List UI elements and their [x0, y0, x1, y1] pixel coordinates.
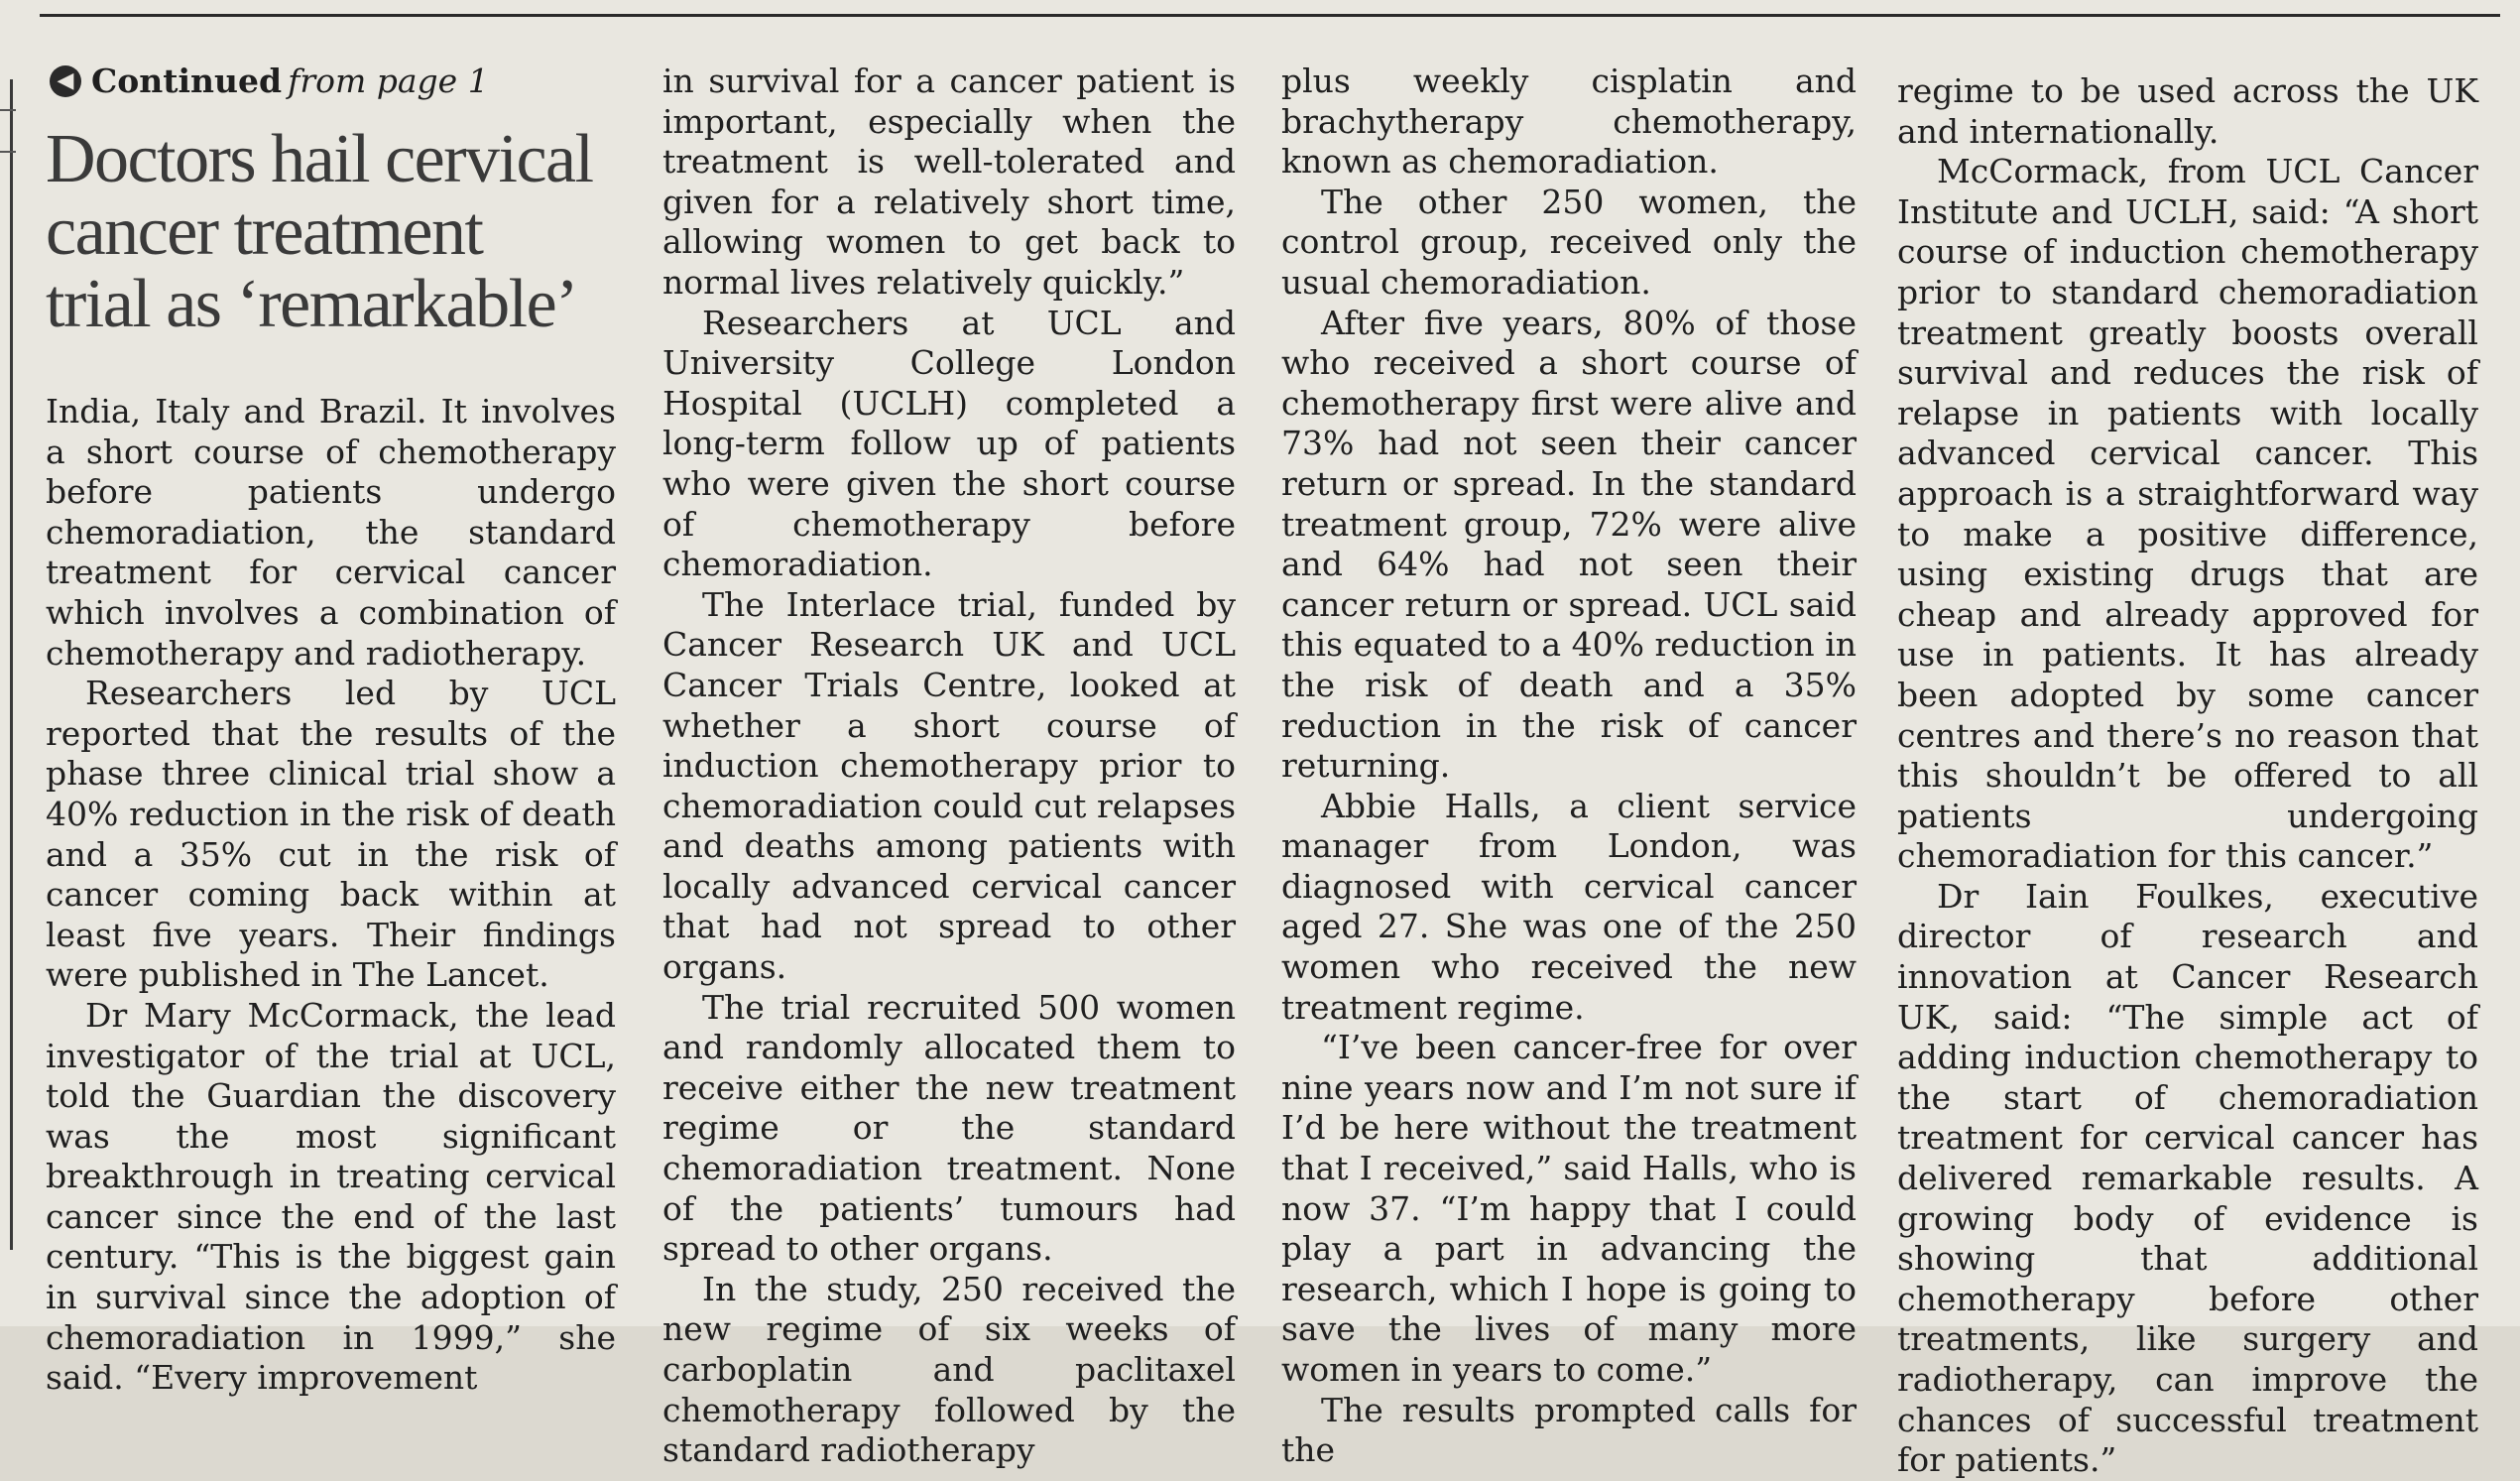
left-margin-marks [0, 109, 16, 153]
paragraph: regime to be used across the UK and internationally. [1897, 71, 2478, 151]
paragraph: “I’ve been cancer-free for over nine years now and I’m not sure if I’d be here without the treatment that I received,” said Halls, who is now 37. “I’m happy that I could play a part in advancing the research, which I hope is going to save the lives of many more women in years to come.” [1281, 1028, 1857, 1389]
paragraph: Abbie Halls, a client service manager from London, was diagnosed with cervical cancer aged 27. She was one of the 250 women who received the new treatment regime. [1281, 786, 1857, 1027]
headline-line: cancer treatment [46, 193, 483, 270]
text-column-2 [662, 62, 1236, 1471]
article-headline [46, 123, 641, 340]
text-column-4 [1897, 71, 2478, 1481]
paragraph: Dr Mary McCormack, the lead investigator of the trial at UCL, told the Guardian the discovery was the most significant breakthrough in treating cervical cancer since the end of the last century. “This is the biggest gain in survival since the adoption of chemoradiation in 1999,” she said. “Every improvement [46, 995, 616, 1398]
paragraph: in survival for a cancer patient is important, especially when the treatment is well-tolerated and given for a relatively short time, allowing women to get back to normal lives relatively quickly.” [662, 62, 1236, 302]
continued-from-label [50, 62, 489, 100]
continued-word: Continued [91, 62, 283, 100]
paragraph: plus weekly cisplatin and brachytherapy chemotherapy, known as chemoradiation. [1281, 62, 1857, 182]
text-column-3 [1281, 62, 1857, 1471]
headline-line: Doctors hail cervical [46, 121, 593, 197]
paragraph: After five years, 80% of those who received a short course of chemotherapy first were alive and 73% had not seen their cancer return or spread. In the standard treatment group, 72% were alive and 64% had not seen their cancer return or spread. UCL said this equated to a 40% reduction in the risk of death and a 35% reduction in the risk of cancer returning. [1281, 303, 1857, 786]
headline-line: trial as ‘remarkable’ [46, 266, 577, 342]
paragraph: McCormack, from UCL Cancer Institute and UCLH, said: “A short course of induction chemotherapy prior to standard chemoradiation treatment greatly boosts overall survival and reduces the risk of relapse in patients with locally advanced cervical cancer. This approach is a straightforward way to make a positive difference, using existing drugs that are cheap and already approved for use in patients. It has already been adopted by some cancer centres and there’s no reason that this shouldn’t be offered to all patients undergoing chemoradiation for this cancer.” [1897, 152, 2478, 876]
paragraph: The trial recruited 500 women and randomly allocated them to receive either the new treatment regime or the standard chemoradiation treatment. None of the patients’ tumours had spread to other organs. [662, 987, 1236, 1269]
text-column-1 [46, 392, 616, 1399]
left-arrow-icon: ◀ [50, 65, 81, 97]
paragraph: Dr Iain Foulkes, executive director of research and innovation at Cancer Research UK, said: “The simple act of adding induction chemotherapy to the start of chemoradiation treatment for cervical cancer has delivered remarkable results. A growing body of evidence is showing that additional chemotherapy before other treatments, like surgery and radiotherapy, can improve the chances of successful treatment for patients.” [1897, 876, 2478, 1480]
paragraph: The other 250 women, the control group, received only the usual chemoradiation. [1281, 182, 1857, 302]
paragraph: The results prompted calls for the [1281, 1390, 1857, 1470]
paragraph: Researchers at UCL and University College London Hospital (UCLH) completed a long-term follow up of patients who were given the short course of chemotherapy before chemoradiation. [662, 303, 1236, 584]
paragraph: India, Italy and Brazil. It involves a short course of chemotherapy before patients undergo chemoradiation, the standard treatment for cervical cancer which involves a combination of chemotherapy and radiotherapy. [46, 392, 616, 673]
paragraph: In the study, 250 received the new regime of six weeks of carboplatin and paclitaxel chemotherapy followed by the standard radiotherapy [662, 1269, 1236, 1470]
left-column-rule [10, 79, 13, 1250]
paragraph: Researchers led by UCL reported that the results of the phase three clinical trial show a 40% reduction in the risk of death and a 35% cut in the risk of cancer coming back within at least five years. Their findings were published in The Lancet. [46, 674, 616, 995]
paragraph: The Interlace trial, funded by Cancer Research UK and UCL Cancer Trials Centre, looked at whether a short course of induction chemotherapy prior to chemoradiation could cut relapses and deaths among patients with locally advanced cervical cancer that had not spread to other organs. [662, 584, 1236, 987]
continued-page-ref: from page 1 [288, 62, 489, 100]
top-rule [40, 14, 2500, 17]
